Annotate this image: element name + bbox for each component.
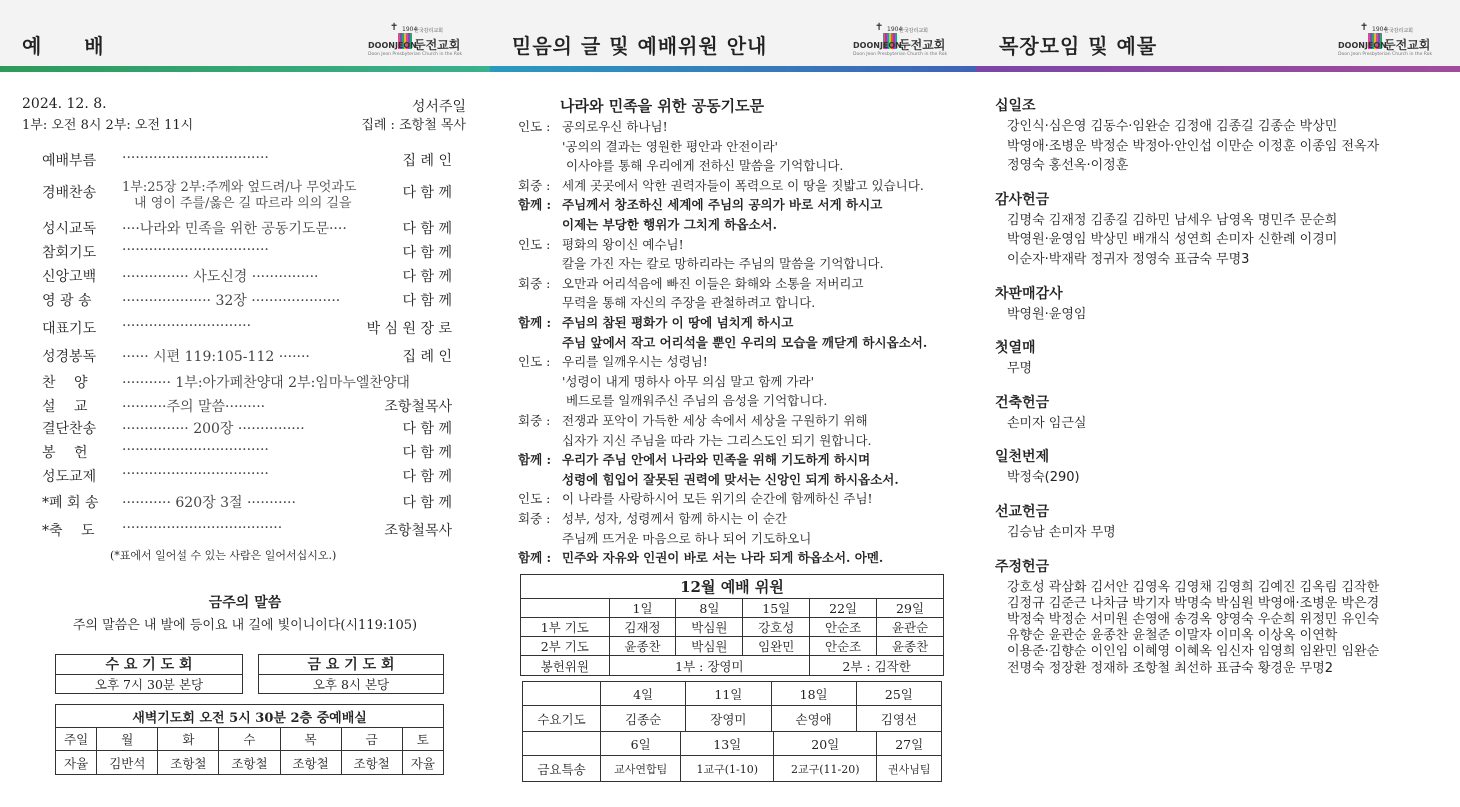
word-text: 주의 말씀은 내 발에 등이요 내 길에 빛이니이다(시119:105) [72, 618, 418, 633]
roster-date: 15일 [743, 599, 810, 618]
church-logo [368, 22, 472, 58]
roster-cell: 윤종찬 [877, 637, 944, 656]
prayer-line [518, 176, 924, 194]
usher-2: 2부 : 김작한 [810, 656, 944, 676]
wed-prayer-title: 수 요 기 도 회 [56, 655, 242, 675]
order-detail: ··········· 620장 3절 ··········· [122, 495, 296, 511]
cross-icon: ✝ [875, 22, 884, 33]
prayer-text: 세계 곳곳에서 악한 권력자들이 폭력으로 이 땅을 짓밟고 있습니다. [562, 177, 924, 193]
order-row [42, 318, 452, 340]
logo-small: 한국감리교회 [1384, 28, 1413, 34]
order-label: 영 광 송 [42, 293, 92, 309]
fri-name: 1교구(1-10) [681, 756, 774, 782]
prayer-line [518, 372, 814, 390]
order-row [42, 396, 452, 418]
fri-name: 권사님팀 [877, 756, 942, 782]
prayer-role: 인도 : [518, 119, 551, 134]
prayer-text: 이 나라를 사랑하시어 모든 위기의 순간에 함께하신 주님! [562, 491, 873, 507]
roster-cell: 박심원 [676, 618, 743, 637]
logo-year: 1904 [887, 26, 903, 33]
offering-title: 감사헌금 [995, 191, 1050, 208]
fri-corner [523, 732, 601, 756]
offering-names: 이용준·김향순 이인임 이혜영 이혜옥 임신자 임영희 임완민 임완순 [1007, 644, 1380, 660]
roster-date: 29일 [877, 599, 944, 618]
order-label: *폐 회 송 [42, 495, 99, 511]
offering-names: 무명 [1007, 361, 1033, 377]
offering-names: 박영원·윤영임 박상민 배개식 성연희 손미자 신한례 이경미 [1007, 232, 1338, 248]
order-row [42, 372, 452, 394]
dawn-name: 자율 [402, 751, 443, 775]
roster-table [520, 574, 944, 676]
order-detail: ····························· [122, 318, 252, 334]
order-row [42, 520, 452, 542]
order-detail: ··············· 사도신경 ··············· [122, 269, 319, 285]
roster-cell: 안순조 [810, 637, 877, 656]
order-detail: ··············· 200장 ··············· [122, 421, 305, 437]
roster-row [521, 618, 944, 637]
offering-names: 박정숙(290) [1007, 470, 1080, 486]
logo-en: DOONJEON [368, 41, 417, 50]
fri-prayer-time: 오후 8시 본당 [312, 677, 390, 692]
prayer-text: 무력을 통해 자신의 주장을 관철하려고 합니다. [562, 295, 816, 311]
prayer-role: 함께 : [518, 550, 552, 566]
order-person: 다 함 께 [402, 269, 452, 285]
offering-title: 건축헌금 [995, 394, 1050, 411]
prayer-text: 이제는 부당한 행위가 그치게 하옵소서. [562, 217, 777, 232]
church-logo [1338, 22, 1442, 58]
cross-icon: ✝ [1360, 22, 1369, 33]
roster-cell: 박심원 [676, 637, 743, 656]
roster-cell: 윤종찬 [609, 637, 676, 656]
panel-offerings [975, 0, 1460, 807]
prayer-text: 이사야를 통해 우리에게 전하신 말씀을 기억합니다. [562, 158, 844, 174]
dawn-day: 월 [97, 728, 158, 751]
prayer-line [518, 489, 873, 507]
dawn-name: 자율 [56, 751, 97, 775]
order-person: 박 심 원 장 로 [366, 321, 452, 337]
logo-year: 1904 [402, 26, 418, 33]
prayer-line [518, 274, 864, 292]
prayer-text: 베드로를 일깨워주신 주님의 음성을 기억합니다. [562, 393, 828, 409]
dawn-name: 조항철 [158, 751, 219, 775]
panel-prayer [490, 0, 975, 807]
color-band [0, 66, 490, 72]
offering-title: 주정헌금 [995, 558, 1050, 575]
order-person: 다 함 께 [402, 245, 452, 261]
prayer-line [518, 254, 884, 272]
order-label: 신앙고백 [42, 269, 97, 285]
order-detail: 1부:25장 2부:주께와 엎드려/나 무엇과도 [122, 180, 357, 195]
offering-names: 박정숙 박정순 서미원 손영애 송경옥 양영숙 우순희 위정민 유인숙 [1007, 612, 1380, 627]
order-row [42, 180, 452, 211]
logo-ko: 둔전교회 [899, 38, 946, 52]
usher-1: 1부 : 장영미 [609, 656, 810, 676]
offering-names: 김명숙 김재정 김종길 김하민 남세우 남영옥 명민주 문순희 [1007, 212, 1338, 228]
order-row [42, 290, 452, 312]
logo-sub: Doon Jeon Presbyterian Church in the Rok [1338, 52, 1433, 57]
prayer-text: 십자가 지신 주님을 따라 가는 그리스도인 되기 원합니다. [562, 432, 872, 448]
order-label: 성도교제 [42, 469, 97, 485]
order-detail: ································· [122, 242, 269, 258]
logo-small: 한국감리교회 [899, 28, 928, 34]
prayer-line [518, 117, 668, 135]
offering-names: 유향순 윤관순 윤종찬 윤철준 이말자 이미옥 이상옥 이연학 [1007, 628, 1338, 644]
prayer-role: 함께 : [518, 197, 552, 213]
order-detail-2: 내 영이 주를/옳은 길 따르라 의의 길을 [134, 196, 352, 211]
roster-row-label: 1부 기도 [521, 618, 610, 637]
offering-names: 정영숙 홍선옥·이정훈 [1007, 158, 1129, 174]
prayer-line [518, 215, 777, 233]
prayer-role: 인도 : [518, 236, 551, 252]
order-row [42, 466, 452, 488]
prayer-role: 회중 : [518, 413, 551, 428]
order-label: 봉 헌 [42, 445, 88, 461]
prayer-role: 회중 : [518, 511, 551, 526]
prayer-text: 전쟁과 포악이 가득한 세상 속에서 세상을 구원하기 위해 [562, 413, 868, 428]
offering-names: 김정규 김준근 나차금 박기자 박명숙 박심원 박영애·조병운 박은경 [1007, 595, 1380, 611]
color-band [490, 66, 975, 72]
prayer-text: '성령이 내게 명하사 아무 의심 말고 함께 가라' [562, 373, 815, 389]
page-title: 예 배 [22, 34, 122, 58]
offering-title: 일천번제 [995, 449, 1050, 466]
roster-cell: 김재정 [609, 618, 676, 637]
prayer-line [518, 509, 787, 527]
prayer-role: 함께 : [518, 315, 552, 330]
prayer-text: 주님 앞에서 작고 어리석을 뿐인 우리의 모습을 깨닫게 하시옵소서. [562, 334, 928, 350]
fri-prayer-box [258, 654, 444, 694]
standing-note: (*표에서 일어설 수 있는 사람은 일어서십시오.) [110, 549, 337, 562]
page-title: 목장모임 및 예물 [999, 34, 1158, 58]
order-detail: ································· [122, 442, 269, 458]
prayer-line [518, 195, 882, 213]
service-date: 2024. 12. 8. [22, 96, 107, 112]
prayer-text: 주님께서 창조하신 세계에 주님의 공의가 바로 서게 하시고 [562, 197, 883, 213]
prayer-line [518, 529, 811, 547]
prayer-text: 오만과 어리석음에 빠진 이들은 화해와 소통을 저버리고 [562, 275, 864, 291]
order-detail: ··········주의 말씀········· [122, 399, 266, 415]
wed-date: 25일 [856, 682, 941, 706]
wed-prayer-box [55, 654, 243, 694]
prayer-line [518, 156, 843, 174]
prayer-text: 성부, 성자, 성령께서 함께 하시는 이 순간 [562, 511, 787, 526]
prayer-line [518, 431, 872, 449]
service-leader: 집례 : 조항철 목사 [361, 118, 466, 133]
color-band [975, 66, 1460, 72]
wed-name: 김영선 [856, 706, 941, 732]
order-person: 조항철목사 [384, 399, 452, 415]
order-detail: ···································· [122, 520, 283, 536]
prayer-text: 민주와 자유와 인권이 바로 서는 나라 되게 하옵소서. 아멘. [562, 550, 884, 566]
dawn-prayer-table [55, 704, 444, 775]
offering-title: 십일조 [995, 98, 1036, 114]
prayer-line [518, 548, 883, 566]
roster-date: 22일 [810, 599, 877, 618]
offering-names: 전명숙 정장환 정재하 조항철 최선하 표금숙 황경운 무명2 [1007, 660, 1334, 676]
order-label: 결단찬송 [42, 421, 97, 437]
dawn-day: 수 [219, 728, 280, 751]
order-person: 다 함 께 [402, 445, 452, 461]
cross-icon: ✝ [390, 22, 399, 33]
offering-title: 차판매감사 [995, 285, 1063, 302]
offering-title: 선교헌금 [995, 504, 1050, 520]
prayer-line [518, 137, 778, 155]
offering-names: 박영애·조병운 박정순 박정아·안인섭 이만순 이정훈 이종임 전옥자 [1007, 138, 1380, 154]
order-label: 찬 양 [42, 375, 88, 391]
offering-names: 강인식·심은영 김동수·임완순 김정애 김종길 김종순 박상민 [1007, 119, 1338, 134]
prayer-text: 공의로우신 하나님! [562, 119, 668, 134]
dawn-day: 금 [341, 728, 402, 751]
wed-name: 장영미 [686, 706, 771, 732]
logo-sub: Doon Jeon Presbyterian Church in the Rok [368, 52, 463, 57]
order-row [42, 218, 452, 240]
order-label: 예배부름 [42, 153, 97, 169]
dawn-name: 조항철 [341, 751, 402, 775]
roster-row-label: 2부 기도 [521, 637, 610, 656]
dawn-title: 새벽기도회 오전 5시 30분 2층 중예배실 [56, 705, 444, 728]
order-person: 집 례 인 [402, 153, 452, 169]
order-person: 집 례 인 [402, 349, 452, 365]
roster-cell: 강호성 [743, 618, 810, 637]
dawn-name: 김반석 [97, 751, 158, 775]
fri-date: 27일 [877, 732, 942, 756]
order-detail: ··········· 1부:아가페찬양대 2부:임마누엘찬양대 [122, 375, 410, 391]
wed-name: 손영애 [771, 706, 856, 732]
wed-corner [523, 682, 601, 706]
offering-names: 강호성 곽삼화 김서안 김영옥 김영채 김영희 김예진 김옥림 김작한 [1007, 579, 1380, 595]
prayer-text: 평화의 왕이신 예수님! [562, 236, 684, 252]
logo-small: 한국감리교회 [414, 28, 443, 34]
offering-names: 박영원·윤영임 [1007, 306, 1087, 322]
prayer-role: 인도 : [518, 354, 551, 370]
wed-date: 4일 [601, 682, 686, 706]
prayer-text: 주님의 참된 평화가 이 땅에 넘치게 하시고 [562, 315, 794, 330]
logo-en: DOONJEON [1338, 41, 1387, 50]
roster-row [521, 637, 944, 656]
prayer-text: 주님께 뜨거운 마음으로 하나 되어 기도하오니 [562, 530, 812, 546]
service-times: 1부: 오전 8시 2부: 오전 11시 [22, 118, 194, 133]
roster-title: 12월 예배 위원 [521, 575, 944, 599]
prayer-text: 우리를 일깨우시는 성령님! [562, 354, 708, 370]
header-bar [975, 0, 1460, 66]
order-label: 설 교 [42, 399, 88, 415]
wed-name: 김종순 [601, 706, 686, 732]
order-row [42, 492, 452, 514]
roster-date: 1일 [609, 599, 676, 618]
order-person: 다 함 께 [402, 495, 452, 511]
prayer-role: 회중 : [518, 275, 551, 291]
order-row [42, 418, 452, 440]
prayer-text: 성령에 힘입어 잘못된 권력에 맞서는 신앙인 되게 하시옵소서. [562, 471, 899, 487]
offering-names: 이순자·박재락 정귀자 정영숙 표금숙 무명3 [1007, 252, 1250, 267]
logo-en: DOONJEON [853, 41, 902, 50]
prayer-text: '공의의 결과는 영원한 평안과 안전이라' [562, 138, 778, 154]
logo-ko: 둔전교회 [414, 38, 461, 52]
roster-corner [521, 599, 610, 618]
fri-name: 교사연합팀 [601, 756, 681, 782]
fri-date: 20일 [774, 732, 877, 756]
order-label: 대표기도 [42, 321, 97, 337]
order-person: 다 함 께 [402, 221, 452, 237]
order-detail: ···················· 32장 ···················· [122, 293, 341, 309]
page-title: 믿음의 글 및 예배위원 안내 [512, 34, 768, 58]
sunday-name: 성서주일 [411, 99, 466, 115]
order-person: 다 함 께 [402, 185, 452, 201]
order-label: 성시교독 [42, 221, 97, 237]
order-detail: ································· [122, 150, 269, 166]
wed-date: 11일 [686, 682, 771, 706]
prayer-line [518, 352, 708, 370]
order-person: 다 함 께 [402, 293, 452, 309]
church-logo [853, 22, 957, 58]
order-detail: ······ 시편 119:105-112 ······· [122, 349, 310, 365]
prayer-line [518, 313, 793, 331]
roster-cell: 윤관순 [877, 618, 944, 637]
panel-worship [0, 0, 490, 807]
roster-cell: 임완민 [743, 637, 810, 656]
order-row [42, 150, 452, 172]
dawn-day: 토 [402, 728, 443, 751]
order-person: 다 함 께 [402, 421, 452, 437]
prayer-role: 함께 : [518, 452, 552, 468]
offering-title: 첫열매 [995, 340, 1036, 357]
wed-date: 18일 [771, 682, 856, 706]
order-detail: ····나라와 민족을 위한 공동기도문···· [122, 221, 347, 237]
fri-date: 6일 [601, 732, 681, 756]
order-row [42, 266, 452, 288]
usher-label: 봉헌위원 [521, 656, 610, 676]
wed-prayer-time: 오후 7시 30분 본당 [94, 677, 204, 692]
order-label: 경배찬송 [42, 185, 97, 201]
prayer-role: 회중 : [518, 177, 551, 193]
prayer-line [518, 411, 868, 429]
logo-ko: 둔전교회 [1384, 38, 1431, 52]
offering-names: 김승남 손미자 무명 [1007, 525, 1116, 540]
logo-sub: Doon Jeon Presbyterian Church in the Rok [853, 52, 948, 57]
header-bar [490, 0, 975, 66]
prayer-line [518, 293, 815, 311]
prayer-text: 우리가 주님 안에서 나라와 민족을 위해 기도하게 하시며 [562, 452, 871, 468]
prayer-title: 나라와 민족을 위한 공동기도문 [560, 97, 765, 115]
dawn-day: 주일 [56, 728, 97, 751]
prayer-line [518, 470, 899, 488]
order-row [42, 242, 452, 264]
order-row [42, 442, 452, 464]
fri-label: 금요특송 [523, 756, 601, 782]
word-title: 금주의 말씀 [208, 595, 282, 611]
prayer-line [518, 391, 827, 409]
fri-roster-table [522, 731, 942, 782]
fri-prayer-title: 금 요 기 도 회 [259, 655, 443, 675]
order-row [42, 346, 452, 368]
fri-date: 13일 [681, 732, 774, 756]
order-label: 참회기도 [42, 245, 97, 261]
dawn-name: 조항철 [219, 751, 280, 775]
order-person: 조항철목사 [384, 523, 452, 539]
dawn-day: 목 [280, 728, 341, 751]
prayer-role: 인도 : [518, 491, 551, 507]
order-person: 다 함 께 [402, 469, 452, 485]
logo-year: 1904 [1372, 26, 1388, 33]
roster-date: 8일 [676, 599, 743, 618]
wed-label: 수요기도 [523, 706, 601, 732]
prayer-line [518, 333, 927, 351]
dawn-name: 조항철 [280, 751, 341, 775]
prayer-text: 칼을 가진 자는 칼로 망하리라는 주님의 말씀을 기억합니다. [562, 256, 884, 272]
prayer-line [518, 235, 684, 253]
fri-name: 2교구(11-20) [774, 756, 877, 782]
roster-cell: 안순조 [810, 618, 877, 637]
wed-roster-table [522, 681, 942, 732]
order-label: *축 도 [42, 523, 95, 539]
order-detail: ································· [122, 466, 269, 482]
order-label: 성경봉독 [42, 349, 97, 365]
offering-names: 손미자 임근실 [1007, 415, 1087, 431]
dawn-day: 화 [158, 728, 219, 751]
prayer-line [518, 450, 870, 468]
header-bar [0, 0, 490, 66]
